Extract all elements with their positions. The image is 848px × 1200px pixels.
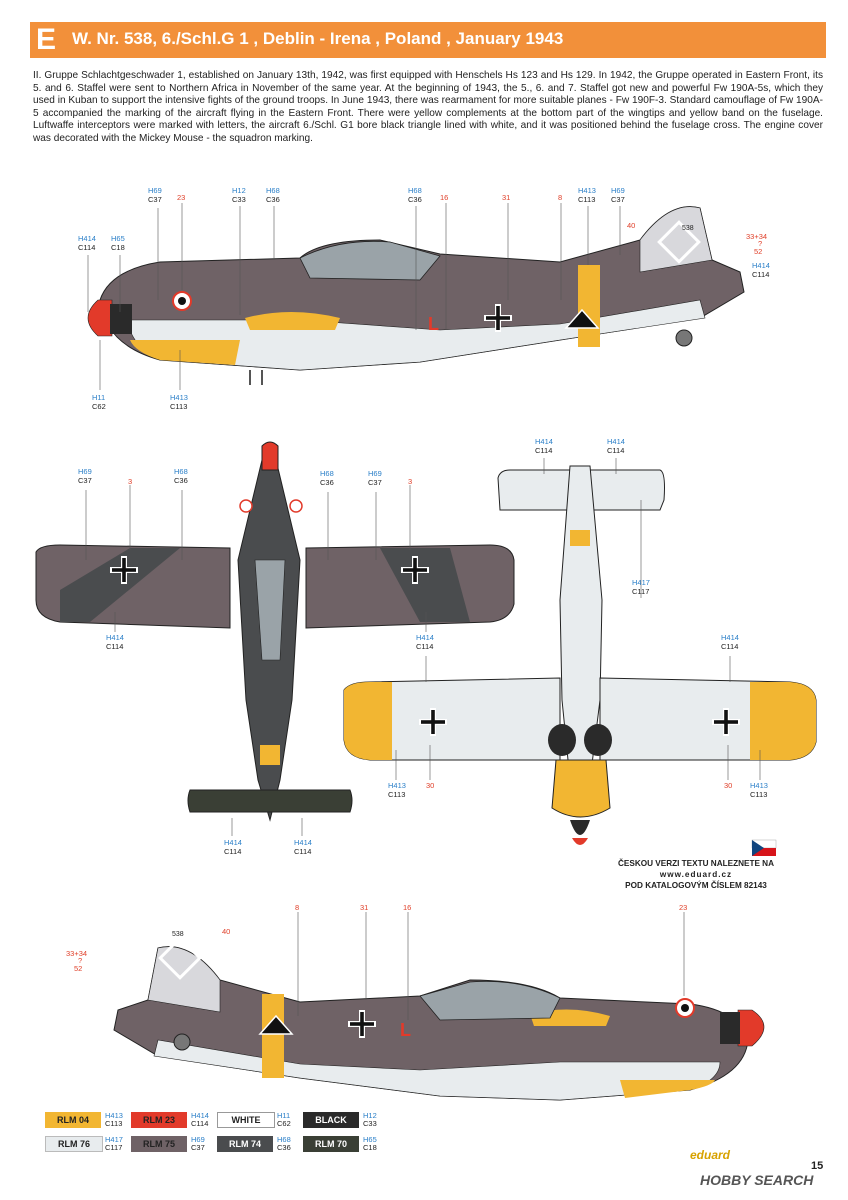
bottom-view xyxy=(344,458,816,845)
legend-code-rlm70: H65 C18 xyxy=(363,1135,377,1152)
callout-top-4 xyxy=(106,633,124,651)
czech-flag-icon xyxy=(752,840,776,856)
callout-side1-5 xyxy=(611,186,625,204)
decal-30-bottom-left: 30 xyxy=(426,781,435,790)
svg-text:C37: C37 xyxy=(368,478,382,487)
svg-text:H68: H68 xyxy=(320,469,334,478)
callout-top-2 xyxy=(320,469,334,487)
legend-chip-rlm70: RLM 70 xyxy=(303,1136,359,1152)
fuselage-letter-left: L xyxy=(428,314,439,334)
svg-text:H414: H414 xyxy=(78,234,96,243)
svg-text:H68: H68 xyxy=(174,467,188,476)
scheme-letter: E xyxy=(36,23,57,56)
svg-text:H414: H414 xyxy=(535,437,553,446)
svg-text:H417: H417 xyxy=(632,578,650,587)
callout-side1-8 xyxy=(752,261,770,279)
svg-text:C33: C33 xyxy=(232,195,246,204)
svg-text:H69: H69 xyxy=(78,467,92,476)
svg-text:H414: H414 xyxy=(721,633,739,642)
svg-text:C114: C114 xyxy=(721,642,739,651)
callout-side1-0 xyxy=(148,186,162,204)
svg-text:C37: C37 xyxy=(148,195,162,204)
svg-text:C117: C117 xyxy=(632,587,650,596)
svg-text:C62: C62 xyxy=(92,402,106,411)
svg-text:C36: C36 xyxy=(174,476,188,485)
decal-52-side2: 52 xyxy=(74,964,83,973)
decal-40-side1: 40 xyxy=(627,221,636,230)
svg-text:H414: H414 xyxy=(416,633,434,642)
decal-3334-side2: 33+34 xyxy=(66,949,88,958)
callout-top-0 xyxy=(78,467,92,485)
legend-code-rlm04: H413 C113 xyxy=(105,1111,123,1128)
svg-text:H413: H413 xyxy=(170,393,188,402)
svg-text:C37: C37 xyxy=(611,195,625,204)
svg-text:H413: H413 xyxy=(750,781,768,790)
legend-chip-white: WHITE xyxy=(217,1112,275,1128)
svg-text:H11: H11 xyxy=(92,393,106,402)
callout-bottom-5 xyxy=(388,781,406,799)
czech-note-url[interactable]: www.eduard.cz xyxy=(659,870,733,879)
legend-code-black: H12 C33 xyxy=(363,1111,377,1128)
svg-text:C114: C114 xyxy=(106,642,124,651)
svg-text:H69: H69 xyxy=(148,186,162,195)
hobby-search-watermark: HOBBY SEARCH xyxy=(700,1172,814,1188)
callout-side1-3 xyxy=(408,186,422,204)
tail-number-left: 538 xyxy=(682,225,694,232)
svg-text:H68: H68 xyxy=(408,186,422,195)
callout-side1-7 xyxy=(111,234,125,252)
legend-chip-black: BLACK xyxy=(303,1112,359,1128)
callout-bottom-4 xyxy=(721,633,739,651)
legend-chip-rlm75: RLM 75 xyxy=(131,1136,187,1152)
svg-text:C113: C113 xyxy=(170,402,188,411)
svg-text:H414: H414 xyxy=(607,437,625,446)
decal-3-top-right: 3 xyxy=(408,477,413,486)
svg-text:C114: C114 xyxy=(416,642,434,651)
legend-code-rlm75: H69 C37 xyxy=(191,1135,205,1152)
decal-3334-side1: 33+34 xyxy=(746,232,768,241)
decal-3-top-left: 3 xyxy=(128,477,133,486)
svg-text:H68: H68 xyxy=(266,186,280,195)
czech-note-line3: POD KATALOGOVÝM ČÍSLEM 82143 xyxy=(625,881,767,890)
svg-text:H414: H414 xyxy=(224,838,242,847)
decal-q-side1: ? xyxy=(758,239,763,248)
svg-text:C114: C114 xyxy=(78,243,96,252)
svg-text:C37: C37 xyxy=(78,476,92,485)
legend-chip-rlm23: RLM 23 xyxy=(131,1112,187,1128)
callout-top-7 xyxy=(294,838,312,856)
svg-text:H69: H69 xyxy=(611,186,625,195)
svg-text:C114: C114 xyxy=(752,270,770,279)
svg-text:H414: H414 xyxy=(294,838,312,847)
legend-code-white: H11 C62 xyxy=(277,1111,291,1128)
svg-text:C36: C36 xyxy=(320,478,334,487)
svg-text:H414: H414 xyxy=(106,633,124,642)
callout-side1-2 xyxy=(266,186,280,204)
decal-q-side2: ? xyxy=(78,956,83,965)
svg-text:C113: C113 xyxy=(388,790,406,799)
decal-23-side2: 23 xyxy=(679,903,688,912)
callout-bottom-1 xyxy=(607,437,625,455)
svg-text:C36: C36 xyxy=(408,195,422,204)
decal-30-bottom-right: 30 xyxy=(724,781,733,790)
legend-code-rlm74: H68 C36 xyxy=(277,1135,291,1152)
callout-bottom-6 xyxy=(750,781,768,799)
svg-text:H413: H413 xyxy=(578,186,596,195)
decal-40-side2: 40 xyxy=(222,927,231,936)
decal-8-side1: 8 xyxy=(558,193,563,202)
side-view-right xyxy=(114,912,764,1100)
svg-text:C18: C18 xyxy=(111,243,125,252)
callout-top-3 xyxy=(368,469,382,487)
svg-text:H414: H414 xyxy=(752,261,770,270)
tail-number-right: 538 xyxy=(172,931,184,938)
svg-text:C36: C36 xyxy=(266,195,280,204)
fuselage-letter-right: L xyxy=(400,1020,411,1040)
scheme-title: W. Nr. 538, 6./Schl.G 1 , Deblin - Irena , Poland , January 1943 xyxy=(72,29,564,48)
decal-8-side2: 8 xyxy=(295,903,300,912)
svg-text:C114: C114 xyxy=(224,847,242,856)
decal-31-side1: 31 xyxy=(502,193,511,202)
czech-version-note xyxy=(596,858,796,891)
decal-52-side1: 52 xyxy=(754,247,763,256)
legend-code-rlm23: H414 C114 xyxy=(191,1111,209,1128)
legend-code-rlm76: H417 C117 xyxy=(105,1135,123,1152)
callout-top-6 xyxy=(224,838,242,856)
svg-text:C113: C113 xyxy=(750,790,768,799)
svg-text:H12: H12 xyxy=(232,186,246,195)
callout-side1-1 xyxy=(232,186,246,204)
czech-note-line1: ČESKOU VERZI TEXTU NALEZNETE NA xyxy=(617,859,775,868)
callout-top-1 xyxy=(174,467,188,485)
svg-text:H413: H413 xyxy=(388,781,406,790)
callout-bottom-2 xyxy=(632,578,650,596)
decal-16-side1: 16 xyxy=(440,193,449,202)
decal-31-side2: 31 xyxy=(360,903,369,912)
callout-side1-6 xyxy=(78,234,96,252)
svg-text:H69: H69 xyxy=(368,469,382,478)
callout-side1-4 xyxy=(578,186,596,204)
svg-text:H65: H65 xyxy=(111,234,125,243)
decal-23-side1: 23 xyxy=(177,193,186,202)
callout-top-5 xyxy=(416,633,434,651)
callout-bottom-0 xyxy=(535,437,553,455)
legend-chip-rlm76: RLM 76 xyxy=(45,1136,103,1152)
callout-side1-9 xyxy=(92,393,106,411)
eduard-logo: eduard xyxy=(690,1148,731,1162)
callout-side1-10 xyxy=(170,393,188,411)
description-text: II. Gruppe Schlachtgeschwader 1, established on January 13th, 1942, was first equipped with Henschels Hs 123 and Hs 129. In 1942, the Gruppe operated in Eastern Front, its 5. and 6. Staffel were sent to Northern Africa in November of the same year. At the beginning of 1943, the 5., 6. and 7. Staffel got new and powerful Fw 190A-5s, which they used in Kuban to support the intensive fights of the ground troops. In June 1943, there was rearmament for more suitable planes - Fw 190F-3. Standard camouflage of Fw 190A-5 accompanied the marking of the aircraft flying in the Eastern Front. There were yellow complements at the bottom part of the wingtips and yellow band on the fuselage. Luftwaffe interceptors were marked with letters, the aircraft 6./Schl. G1 bore black triangle lined with white, and it was positioned behind the fuselage cross. The engine cover was decorated with the Mickey Mouse - the squadron marking. xyxy=(33,70,823,144)
svg-text:C113: C113 xyxy=(578,195,596,204)
svg-text:C114: C114 xyxy=(294,847,312,856)
page-number: 15 xyxy=(811,1160,824,1172)
svg-text:C114: C114 xyxy=(607,446,625,455)
legend-chip-rlm04: RLM 04 xyxy=(45,1112,101,1128)
svg-text:C114: C114 xyxy=(535,446,553,455)
decal-16-side2: 16 xyxy=(403,903,412,912)
legend-chip-rlm74: RLM 74 xyxy=(217,1136,273,1152)
